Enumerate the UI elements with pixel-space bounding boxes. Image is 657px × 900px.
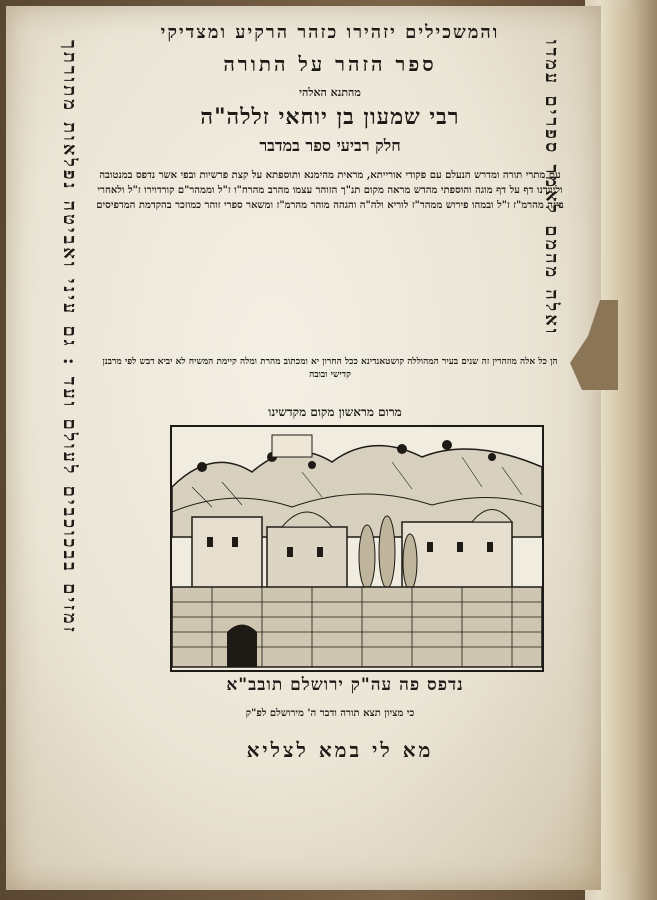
description-block: עם מתרי תורה ומדרש הנעלם עם פקודי אורייתא, מראית מהימנא ותוספתא על קצת פרשיות ובפי אשר נדפס במנטובה וליוורנו דף על דף מוגה והוספתי מהדש מראה מקום תנ"ך הזוהר עצמו מהרב מהרח"ו ז"ל וממהר"ם קורדוירו ז"ל ולאחרי בינה מהרמ"ז ז"ל ובמהו פירוש ממהר"ז לוריא ולה"ה והגהה מוהר מהרמ"ז ומשאר ספרי זוהר כמוזכר בהקדמת המדפיסים	[96, 170, 564, 211]
right-margin-verse: ואלה מהמם לאמר ספרים עמדו	[541, 40, 562, 337]
woodcut-illustration	[172, 427, 542, 670]
left-margin-verse: זמזים בבכוכבים לעולם ועד : גם עיני ואביטה נפלאות מתורתך	[59, 40, 80, 635]
book-title: ספר הזהר על התורה	[223, 52, 437, 76]
woodcut-caption: מרום מראשון מקום מקדשינו	[268, 405, 402, 419]
jerusalem-woodcut	[170, 425, 544, 672]
imprint-verse: כי מציון תצא תורה ודבר ה' מירושלם לפ"ק	[245, 708, 415, 719]
approbation-block: הן כל אלה מוזהרין זה שנים בעיר המהוללה קושטאנדינא ככל החרון יא ומכתוב מהרת ומלה קיימת המשיח לא יביא דבש לפי מרבנן קדישי ובובה	[102, 357, 558, 380]
header-verse: והמשכילים יזהירו כזהר הרקיע ומצדיקי	[160, 22, 500, 43]
author-name: רבי שמעון בן יוחאי זללה"ה	[200, 104, 460, 130]
imprint-line: נדפס פה עה"ק ירושלם תובב"א	[226, 675, 464, 695]
page-edge-strip	[598, 10, 639, 870]
author-intro: מהתנא האלהי	[299, 86, 361, 99]
volume-title: חלק רביעי ספר במדבר	[259, 136, 401, 155]
handwritten-signature: מא לי במא לצליא	[246, 738, 434, 762]
